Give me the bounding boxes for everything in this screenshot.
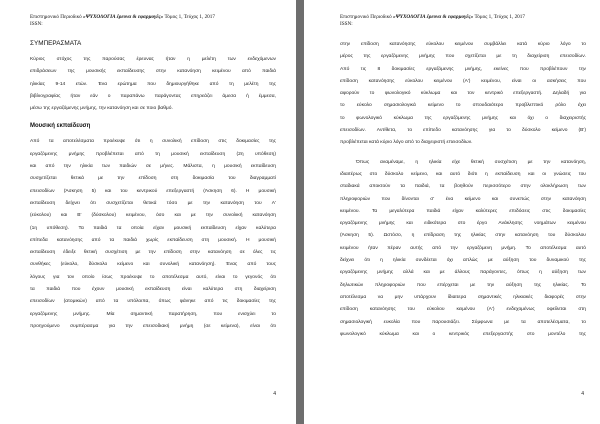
text-line: ιδιαιτέρως στο δύσκολο κείμενο, και αυτό διότι η εκπαίδευση και οι γνώσεις του [340,171,586,177]
section-title: ΣΥΜΠΕΡΑΣΜΑΤΑ [30,40,82,47]
text-line: συσχετίζεται θετικά με την επίδοση στη δοκιμασία του διαγραμματί [30,176,276,182]
text-line: εκπαίδευση έδειξε θετική συσχέτιση με την επίδοση στην κατανόηση σε όλες τις [30,250,276,256]
text-line: βιβλιογραφίας ήταν εάν ο παραπάνω παράγοντας επηρεάζει άμεσα ή έμμεσα, [30,93,276,99]
text-line: δείχνει ότι η ηλικία συνδέεται όχι απλώς με αύξηση του δυναμικού της [340,258,586,264]
text-line: μέρος της εργαζόμενης μνήμης που σχετίζεται με τη διαχείριση επεισοδίων. [340,54,586,60]
text-line: συνθήκες (εύκολο, δύσκολο κείμενο και συνολική κατανόηση). Ένας από τους [30,262,276,268]
text-line: πληροφοριών που δίνονται σ' ένα κείμενο και συνεπώς στην κατανόηση [340,196,586,202]
text-line: (1η υπόθεση). Τα παιδιά τα οποία είχαν μουσική εκπαίδευση είχαν καλύτερα [30,225,276,231]
text-line: Κύριος στόχος της παρούσας έρευνας ήταν η μελέτη των ενδεχόμενων [30,57,276,62]
text-line: και από την ηλικία των παιδιών σε μήνες. Μάλιστα, η μουσική εκπαίδευση [30,164,276,170]
journal-prefix: Επιστημονικό Περιοδικό [340,14,392,20]
journal-name: «ΨΥΧΟΛΟΓΙΑ έρευνα & εφαρμογές» [393,14,474,20]
running-header [30,14,276,21]
text-line: το εύκολο σημασιολογικά κείμενο το σπουδαιότερο προβλεπτικό ρόλο έχει [340,103,586,109]
issn-label: ISSN: [340,21,353,27]
text-line: αποτέλεσμα να μην υπάρχουν ίδιαιτερα σημαντικές ηλικιακές διαφορές στην [340,294,586,300]
text-line: εργαζόμενης μνήμης και ειδικότερα στο έργο Ανάκλησης νοημάτων κειμένου [340,221,586,227]
text-line: εργαζόμενης μνήμης. Μία σημαντική παρατήρηση, που ενισχύει το [30,311,276,317]
text-line: αφορούν το φωνολογικό κύκλωμα και τον κεντρικό επεξεργαστή. Δηλαδή για [340,91,586,97]
text-line: επίδοση κατανόησης του εύκολου κειμένου (Α') ενδεχομένως οφείλεται στη [340,307,586,313]
text-line: τα παιδιά που έχουν μουσική εκπαίδευση είναι καλύτερα στη διαχείριση [30,287,276,293]
text-line: επίδοση κατανόησης εύκολου κειμένου (Α') κειμένου, είναι οι ασκήσεις που [340,78,586,84]
journal-name: «ΨΥΧΟΛΟΓΙΑ έρευνα & εφαρμογές» [83,14,164,20]
text-line: το φωνολογικό κύκλωμα της εργαζόμενης μνήμης και όχι ο διαχειριστής [340,115,586,121]
text-line: προηγούμενο συμπέρασμα για την επεισοδιακή μνήμη (σε κείμενα), είναι ότι [30,323,276,329]
body-paragraph [340,157,586,341]
text-line: σταδιακά αποκτούν τα παιδιά, τα βοηθούν περισσότερο στην ολοκλήρωση των [340,184,586,190]
text-line: εργαζόμενης μνήμης αλλά και με άλλους παράγοντες, όπως η αύξηση των [340,270,586,276]
text-line: ηλικίας 9-14 ετών. Ένα ερώτημα που δημιουργήθηκε από τη μελέτη της [30,81,276,87]
text-line: προβλέπεται κατά κύριο λόγο από το διαχειριστή επεισοδίων. [340,140,473,146]
text-line: κειμένου ήταν πέραν αυτής από την εργαζόμενη μνήμη. Το αποτέλεσμα αυτό [340,245,586,251]
text-line: επίπεδα κατανόησης από τα παιδιά χωρίς εκπαίδευση στη μουσική. Η μουσική [30,237,276,243]
running-header [340,14,586,21]
text-line: κειμένου. Τα μεγαλύτερα παιδιά είχαν καλύτερες επιδόσεις στις δοκιμασίες [340,208,586,214]
journal-volume: Τόμος 1, Τεύχος 1, 2017 [473,14,525,20]
text-line: (εύκολου) και Β' (δύσκολου) κειμένου, όσο και με την συνολική κατανόηση [30,213,276,219]
text-line: δηλωτικών πληροφοριών που επέρχεται με την αύξηση της ηλικίας. Το [340,282,586,288]
text-line: επεισοδίων (Άσκηση 5) και του κεντρικού επεξεργαστή (Άσκηση 6). Η μουσική [30,188,276,194]
subsection-title: Μουσική εκπαίδευση [30,123,91,130]
intro-paragraph [30,54,276,115]
text-line: μέσω της εργαζόμενης μνήμης, την κατανόηση και σε ποιο βαθμό. [30,106,173,112]
journal-volume: Τόμος 1, Τεύχος 1, 2017 [163,14,215,20]
text-line: στην επίδοση κατανόησης εύκολου κειμένου συμβάλλει κατά κύριο λόγο το [340,42,586,47]
text-line: εκπαίδευση δείχνει ότι συσχετίζεται θετικά τόσο με την κατανόηση του Α' [30,200,276,206]
page-number: 4 [273,391,276,397]
text-line: φωνολογικό κύκλωμα και ο κεντρικός επεξεργαστής στο μοντέλο της [340,331,586,337]
text-line: εργαζόμενης μνήμης προβλέπεται από τη μουσική εκπαίδευση (2η υπόθεση) [30,151,276,157]
journal-prefix: Επιστημονικό Περιοδικό [30,14,82,20]
issn-label: ISSN: [30,21,43,27]
page-number: 4 [581,391,584,397]
document-page-right [304,0,600,424]
body-paragraph [30,136,276,333]
document-page-left [0,0,296,424]
text-line: επιδράσεων της μουσικής εκπαίδευσης στην κατανόηση κειμένου από παιδιά [30,69,276,75]
text-line: σημασιολογική ευκολία που παρουσιάζει. Σύμφωνα με τα αποτελέσματα, το [340,319,586,325]
text-line: λόγους για τον οποίο ίσως προέκυψε το αποτέλεσμα αυτό, είναι το γεγονός ότι [30,274,276,280]
text-line: Από τα αποτελέσματα προέκυψε ότι η συνολική επίδοση στις δοκιμασίες της [30,139,276,145]
text-line: Όπως αναμέναμε, η ηλικία είχε θετική συσχέτιση με την κατανόηση, [356,159,586,165]
body-paragraph [340,39,586,150]
text-line: επεισοδίων. Αντίθετα, το επίπεδο κατανόησης για το δύσκολο κείμενο (Β') [340,128,586,134]
text-line: Από τις 8 δοκιμασίες εργαζόμενης μνήμης, εκείνες που προβλέπουν την [340,66,586,72]
text-line: (Άσκηση 5). Ωστόσο, η επίδραση της ηλικίας στην κατανόηση του δύσκολου [340,233,586,239]
text-line: επεισοδίων (ατομικών) από τα υπόλοιπα, όπως φάνηκε από τις δοκιμασίες της [30,299,276,305]
